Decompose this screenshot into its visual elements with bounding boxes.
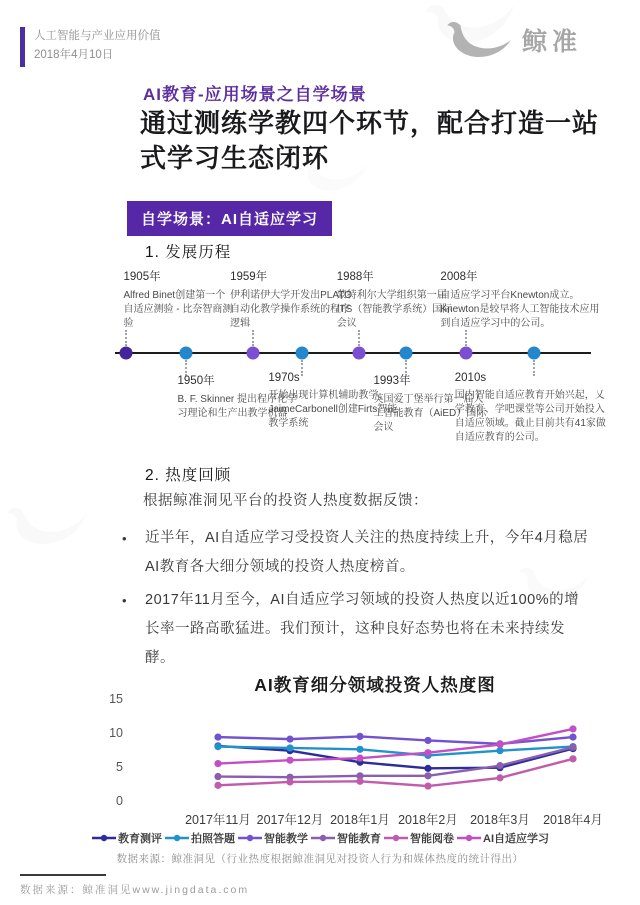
timeline-year: 1959年 [230,271,268,283]
x-tick-label: 2018年4月 [543,813,603,827]
legend-marker-icon [237,833,263,843]
footer-url[interactable]: 数据来源：鲸准洞见www.jingdata.com [20,884,250,896]
timeline-item [337,268,457,331]
timeline-year: 1950年 [177,375,215,387]
timeline-dot [296,347,309,360]
chart-point [424,772,431,779]
timeline [113,268,606,463]
chart-title: AI教育细分领域投资人热度图 [254,675,496,695]
legend-item [383,830,454,846]
legend-label: 智能教学 [264,833,308,845]
bullet-item [122,586,592,673]
chart-point [214,773,221,780]
legend-label: 智能阅卷 [410,833,454,845]
x-tick-label: 2018年3月 [470,813,530,827]
timeline-connector [465,330,467,346]
legend-item [237,830,308,846]
timeline-year: 2008年 [440,271,478,283]
legend-item [310,830,381,846]
bullet-text: 2017年11月至今，AI自适应学习领域的投资人热度以近100%的增长率一路高歌猛进。我们预计，这种良好态势也将在未来持续发酵。 [145,592,580,666]
y-tick-label: 10 [109,726,123,740]
legend-label: AI自适应学习 [483,833,549,845]
chart-point [496,762,503,769]
legend-label: 智能教育 [337,833,381,845]
legend-label: 教育测评 [118,833,162,845]
chart-point [569,725,576,732]
category-title: AI教育-应用场景之自学场景 [143,85,367,104]
chart-point [496,747,503,754]
chart-point [214,760,221,767]
page-title: 通过测练学教四个环节，配合打造一站式学习生态闭环 [140,108,600,173]
timeline-connector [358,330,360,346]
chart-point [424,782,431,789]
timeline-desc: 英国爱丁堡举行第一届人工智能教育（AiED）国际会议 [373,394,487,433]
brand-logo [446,18,582,62]
chart-point [214,733,221,740]
chart-point [356,755,363,762]
footer-source [20,882,249,897]
timeline-year: 1988年 [336,271,374,283]
y-tick-label: 5 [116,760,123,774]
chart-point [496,741,503,748]
chart-legend [0,830,640,846]
chart-point [424,737,431,744]
chart-point [214,782,221,789]
whale-icon [446,18,512,62]
timeline-desc: 开始出现计算机辅助教学，JaimeCarbonell创建Firts智能教学系统 [268,390,398,429]
timeline-desc: B. F. Skinner 提出程序化学习理论和生产出教学机器 [177,394,297,419]
header-accent-bar [20,27,25,67]
report-date: 2018年4月10日 [34,49,114,61]
chart-point [356,733,363,740]
timeline-desc: 蒙特利尔大学组织第一届ITS（智能教学系统）国际会议 [336,290,453,329]
section2-intro: 根据鲸准洞见平台的投资人热度数据反馈： [143,493,428,509]
timeline-desc: Alfred Binet创建第一个自适应测验 - 比奈智商测验 [123,290,233,329]
chart-point [286,757,293,764]
footer-divider [20,874,106,876]
chart-point [286,744,293,751]
x-tick-label: 2017年12月 [256,813,324,827]
timeline-connector [252,330,254,346]
report-topic: 人工智能与产业应用价值 [34,30,161,42]
chart-point [356,746,363,753]
chart-point [286,778,293,785]
chart-source-note: 数据来源：鲸准洞见（行业热度根据鲸准洞见对投资人行为和媒体热度的统计得出） [116,853,524,865]
timeline-year: 1993年 [373,375,411,387]
legend-item [456,830,549,846]
bullet-text: 近半年，AI自适应学习受投资人关注的热度持续上升，今年4月稳居AI教育各大细分领域的投资人热度榜首。 [145,530,589,575]
legend-marker-icon [91,833,117,843]
legend-item [91,830,162,846]
legend-marker-icon [383,833,409,843]
legend-marker-icon [310,833,336,843]
bullet-marker: • [122,593,128,608]
chart-point [424,765,431,772]
timeline-item [455,372,613,445]
chart-series-line [218,729,573,764]
timeline-dot [527,347,540,360]
chart-point [569,744,576,751]
timeline-dot [400,347,413,360]
timeline-dot [460,347,473,360]
timeline-dot [120,347,133,360]
timeline-desc: 伊利诺伊大学开发出PLATO自动化教学操作系统的程序逻辑 [230,290,352,329]
chart-point [496,774,503,781]
legend-marker-icon [456,833,482,843]
timeline-item [124,268,234,331]
timeline-dot [179,347,192,360]
timeline-connector [125,330,127,346]
chart-series-line [218,747,573,756]
timeline-year: 1905年 [123,271,161,283]
chart-point [424,749,431,756]
legend-item [164,830,235,846]
x-tick-label: 2018年2月 [398,813,458,827]
timeline-year: 1970s [268,372,300,384]
investor-heat-chart [95,692,617,837]
y-tick-label: 15 [109,692,123,706]
watermark-whale-icon [4,490,93,556]
timeline-desc: 自适应学习平台Knewton成立。Knewton是较早将人工智能技术应用到自适应学习中的公司。 [440,290,600,329]
legend-marker-icon [164,833,190,843]
timeline-year: 2010s [454,372,487,384]
chart-point [356,778,363,785]
scenario-badge: 自学场景：AI自适应学习 [127,201,332,236]
brand-name: 鲸准 [521,28,582,56]
x-tick-label: 2017年11月 [185,813,251,827]
timeline-desc: 国内智能自适应教育开始兴起，乂学教育、学吧课堂等公司开始投入自适应领域。截止目前共有41家做自适应教育的公司。 [454,390,606,443]
x-tick-label: 2018年1月 [330,813,390,827]
chart-point [214,743,221,750]
chart-point [569,755,576,762]
bullet-item [122,524,592,582]
timeline-dot [247,347,260,360]
chart-point [569,733,576,740]
section1-title: 1. 发展历程 [145,244,232,261]
legend-label: 拍照答题 [191,833,235,845]
chart-point [286,736,293,743]
timeline-item [440,268,603,331]
y-tick-label: 0 [116,794,123,808]
bullet-marker: • [122,531,128,546]
section2-title: 2. 热度回顾 [145,467,232,484]
timeline-dot [353,347,366,360]
